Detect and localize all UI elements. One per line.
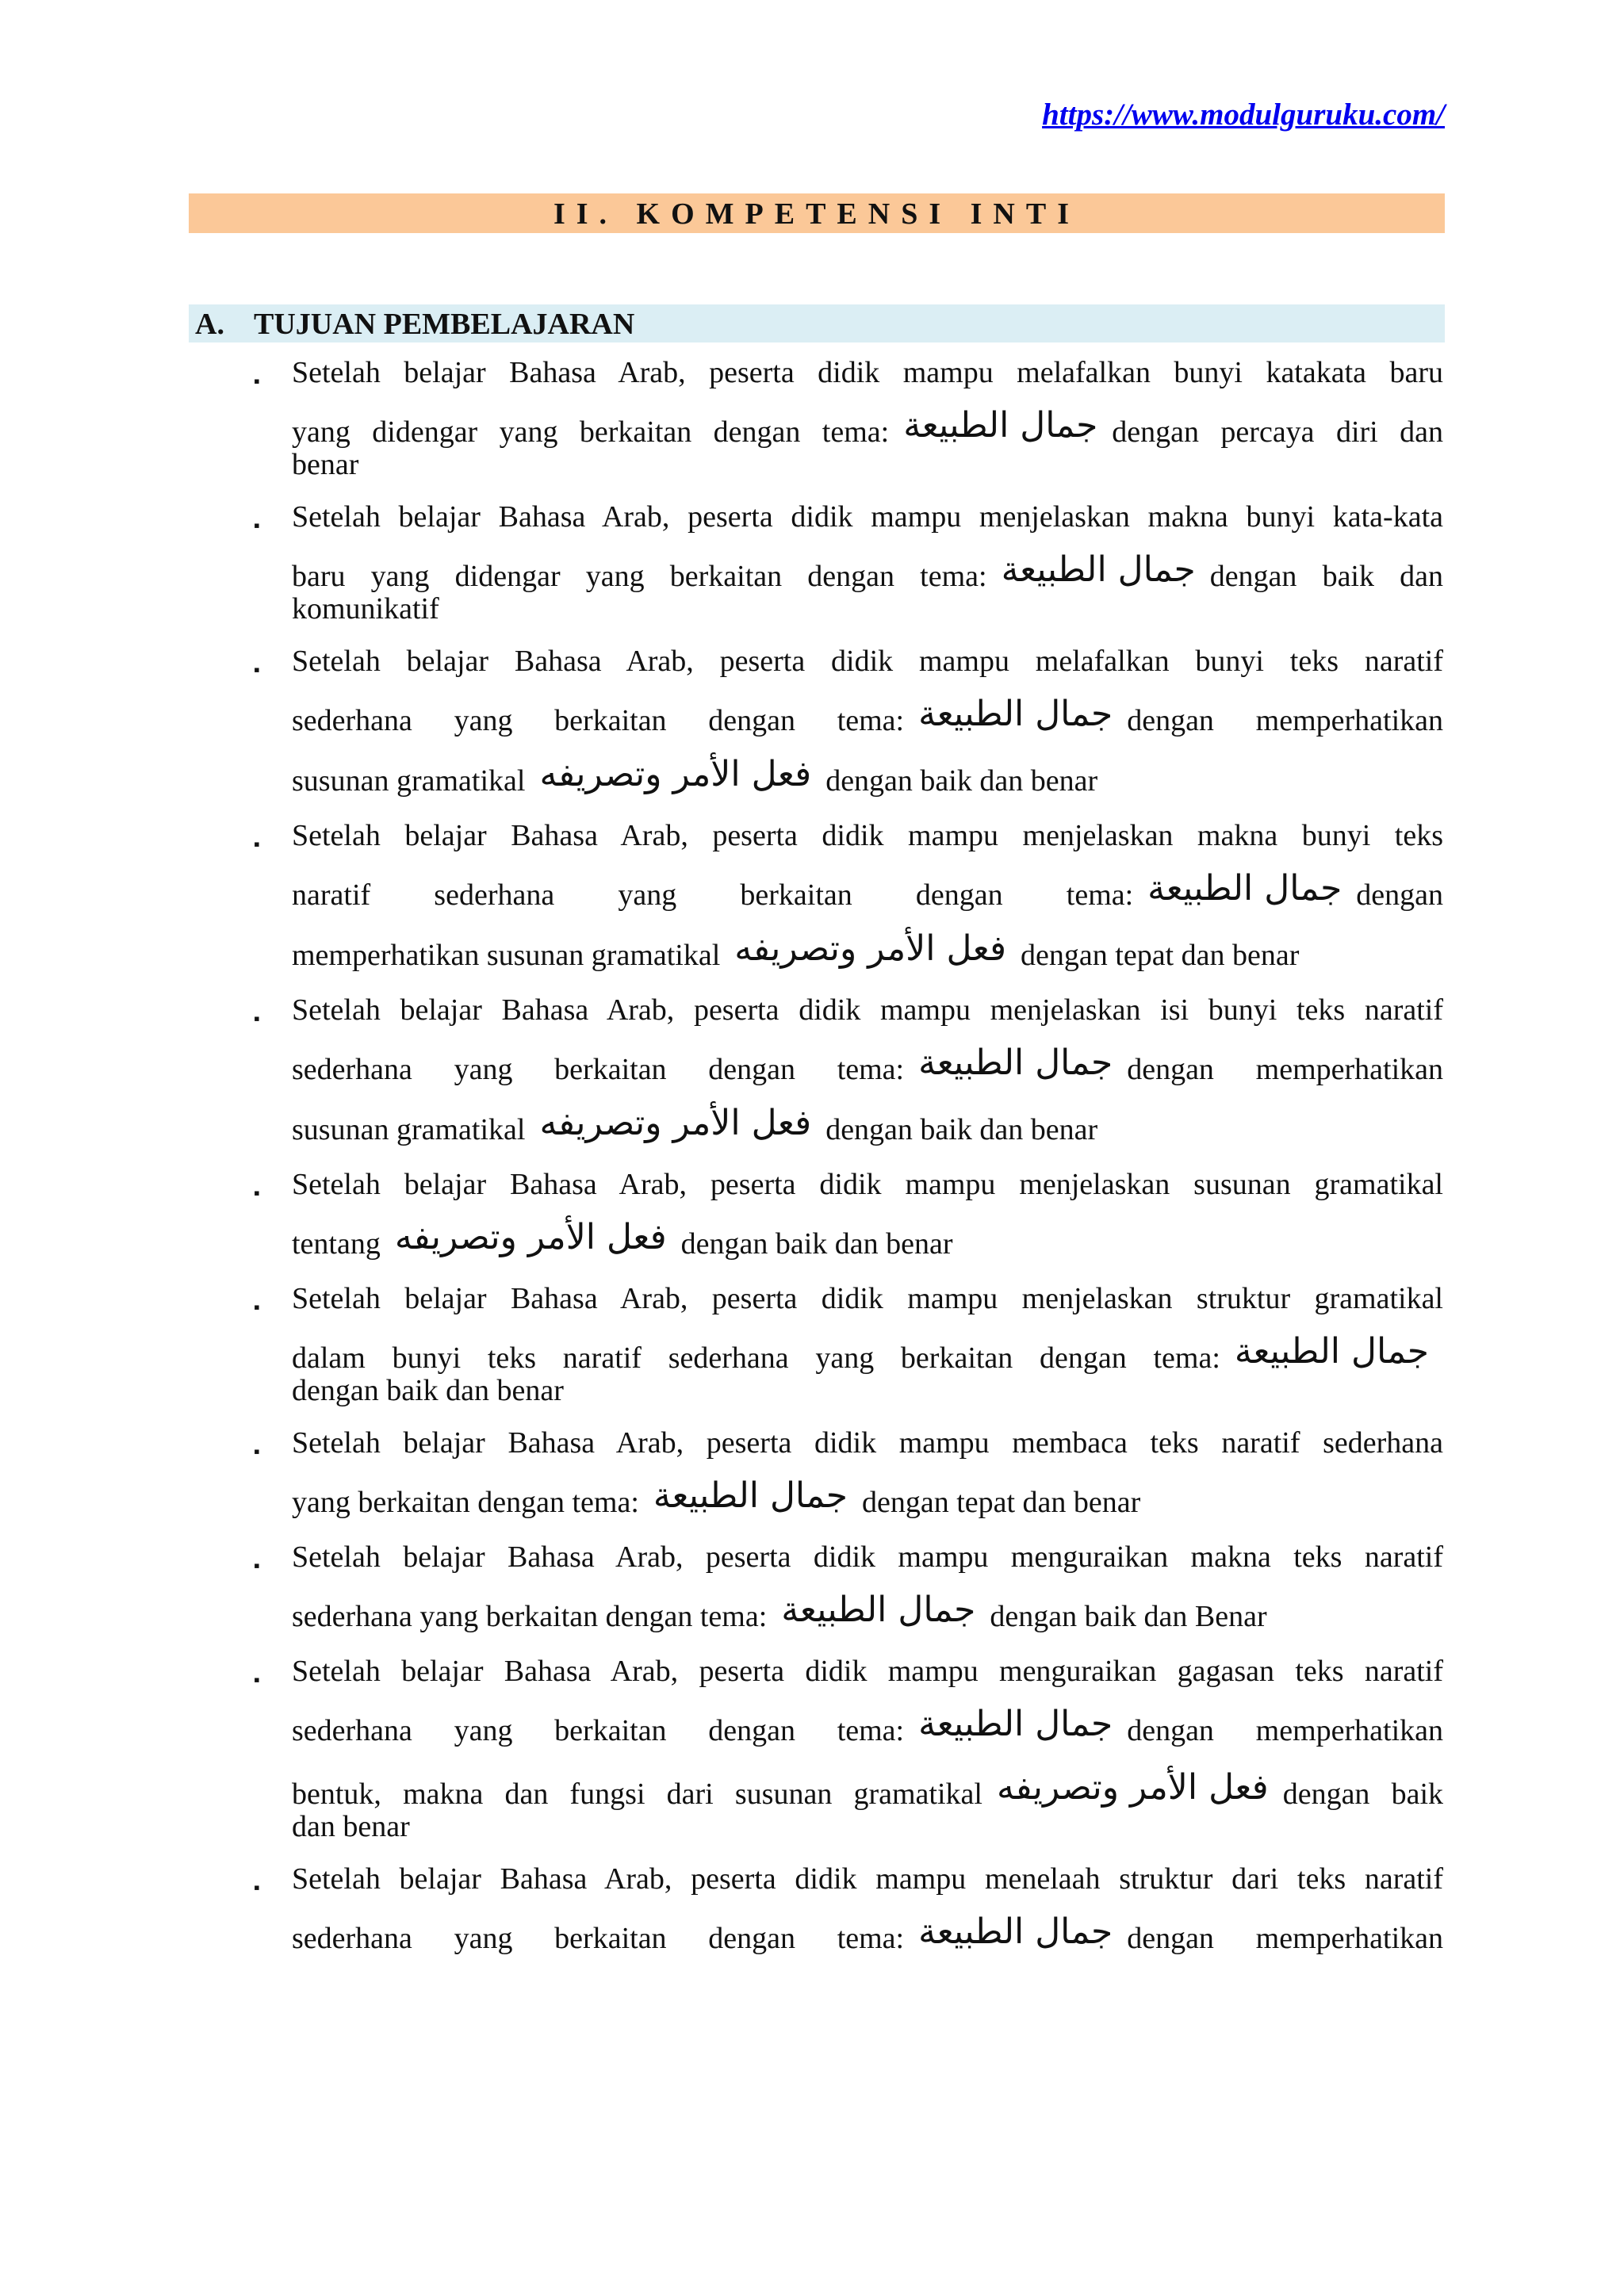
objective-line: dan benar	[292, 1810, 410, 1843]
arabic-grammar-text: فعل الأمر وتصريفه	[539, 754, 812, 794]
arabic-theme-text: جمال الطبيعة	[1147, 868, 1342, 909]
arabic-theme-text: جمال الطبيعة	[918, 694, 1113, 734]
arabic-theme-text: جمال الطبيعة	[1234, 1331, 1429, 1372]
objective-line: Setelah belajar Bahasa Arab, peserta didik mampu menjelaskan susunan gramatikal	[292, 1168, 1443, 1201]
arabic-grammar-text: فعل الأمر وتصريفه	[996, 1767, 1269, 1808]
objective-line: Setelah belajar Bahasa Arab, peserta didik mampu menjelaskan isi bunyi teks naratif	[292, 993, 1443, 1027]
arabic-theme-text: جمال الطبيعة	[918, 1043, 1113, 1083]
objective-line: Setelah belajar Bahasa Arab, peserta didik mampu membaca teks naratif sederhana	[292, 1426, 1443, 1460]
list-item	[254, 350, 1443, 484]
objective-line: Setelah belajar Bahasa Arab, peserta didik mampu melafalkan bunyi teks naratif	[292, 645, 1443, 678]
objective-line: susunan gramatikal فعل الأمر وتصريفه dengan baik dan benar	[292, 744, 1443, 812]
objective-line: Setelah belajar Bahasa Arab, peserta didik mampu menjelaskan makna bunyi teks	[292, 819, 1443, 852]
bullet-icon: ▪	[254, 1441, 260, 1461]
list-item	[254, 639, 1443, 812]
objective-line: susunan gramatikal فعل الأمر وتصريفه dengan baik dan benar	[292, 1093, 1443, 1161]
arabic-grammar-text: فعل الأمر وتصريفه	[539, 1103, 812, 1143]
arabic-theme-text: جمال الطبيعة	[918, 1911, 1113, 1952]
arabic-theme-text: جمال الطبيعة	[918, 1704, 1113, 1744]
list-item	[254, 813, 1443, 986]
objective-line: memperhatikan susunan gramatikal فعل الأمر وتصريفه dengan tepat dan benar	[292, 918, 1443, 986]
objective-line: sederhana yang berkaitan dengan tema: جمال الطبيعة dengan memperhatikan	[292, 1901, 1443, 1969]
list-item	[254, 1276, 1443, 1410]
objective-line: komunikatif	[292, 592, 439, 626]
objective-line: benar	[292, 448, 359, 481]
objective-line: Setelah belajar Bahasa Arab, peserta didik mampu menjelaskan struktur gramatikal	[292, 1282, 1443, 1315]
bullet-icon: ▪	[254, 1877, 260, 1897]
bullet-icon: ▪	[254, 515, 260, 535]
arabic-theme-text: جمال الطبيعة	[653, 1475, 848, 1516]
bullet-icon: ▪	[254, 660, 260, 679]
objective-line: Setelah belajar Bahasa Arab, peserta didik mampu menelaah struktur dari teks naratif	[292, 1862, 1443, 1896]
list-item	[254, 988, 1443, 1161]
list-item	[254, 1162, 1443, 1275]
arabic-grammar-text: فعل الأمر وتصريفه	[394, 1217, 667, 1257]
objective-line: Setelah belajar Bahasa Arab, peserta didik mampu menguraikan gagasan teks naratif	[292, 1655, 1443, 1688]
header-url-link[interactable]: https://www.modulguruku.com/	[1042, 98, 1445, 132]
bullet-icon: ▪	[254, 1556, 260, 1575]
objective-line: yang berkaitan dengan tema: جمال الطبيعة dengan tepat dan benar	[292, 1465, 1443, 1533]
objective-line: bentuk, makna dan fungsi dari susunan gramatikal فعل الأمر وتصريفه dengan baik	[292, 1757, 1443, 1825]
list-item	[254, 1649, 1443, 1846]
section-title-banner	[189, 193, 1445, 233]
list-item	[254, 1421, 1443, 1533]
learning-objectives-list	[254, 349, 1443, 1969]
list-item	[254, 1535, 1443, 1647]
objective-line: naratif sederhana yang berkaitan dengan tema: جمال الطبيعة dengan	[292, 858, 1443, 926]
arabic-theme-text: جمال الطبيعة	[1001, 549, 1196, 590]
objective-line: sederhana yang berkaitan dengan tema: جمال الطبيعة dengan memperhatikan	[292, 1693, 1443, 1762]
objective-line: Setelah belajar Bahasa Arab, peserta didik mampu melafalkan bunyi katakata baru	[292, 356, 1443, 389]
objective-line: yang didengar yang berkaitan dengan tema: جمال الطبيعة dengan percaya diri dan	[292, 395, 1443, 463]
objective-line: baru yang didengar yang berkaitan dengan tema: جمال الطبيعة dengan baik dan	[292, 539, 1443, 607]
objective-line: dengan baik dan benar	[292, 1374, 564, 1407]
list-item	[254, 1857, 1443, 1969]
bullet-icon: ▪	[254, 371, 260, 391]
objective-line: tentang فعل الأمر وتصريفه dengan baik dan benar	[292, 1207, 1443, 1275]
objective-line: Setelah belajar Bahasa Arab, peserta didik mampu menjelaskan makna bunyi kata-kata	[292, 500, 1443, 534]
arabic-grammar-text: فعل الأمر وتصريفه	[734, 928, 1007, 969]
arabic-theme-text: جمال الطبيعة	[781, 1590, 976, 1630]
objective-line: sederhana yang berkaitan dengan tema: جمال الطبيعة dengan memperhatikan	[292, 1032, 1443, 1100]
subsection-title: TUJUAN PEMBELAJARAN	[254, 308, 635, 341]
list-item	[254, 495, 1443, 628]
bullet-icon: ▪	[254, 1670, 260, 1689]
section-title: II. KOMPETENSI INTI	[553, 197, 1081, 231]
subsection-heading	[189, 304, 1445, 342]
bullet-icon: ▪	[254, 1008, 260, 1028]
objective-line: dalam bunyi teks naratif sederhana yang berkaitan dengan tema: جمال الطبيعة	[292, 1321, 1443, 1389]
subsection-letter: A.	[195, 308, 224, 341]
objective-line: Setelah belajar Bahasa Arab, peserta didik mampu menguraikan makna teks naratif	[292, 1540, 1443, 1574]
bullet-icon: ▪	[254, 1297, 260, 1317]
objective-line: sederhana yang berkaitan dengan tema: جمال الطبيعة dengan baik dan Benar	[292, 1579, 1443, 1647]
objective-line: sederhana yang berkaitan dengan tema: جمال الطبيعة dengan memperhatikan	[292, 683, 1443, 752]
bullet-icon: ▪	[254, 834, 260, 854]
bullet-icon: ▪	[254, 1183, 260, 1203]
arabic-theme-text: جمال الطبيعة	[903, 405, 1098, 446]
